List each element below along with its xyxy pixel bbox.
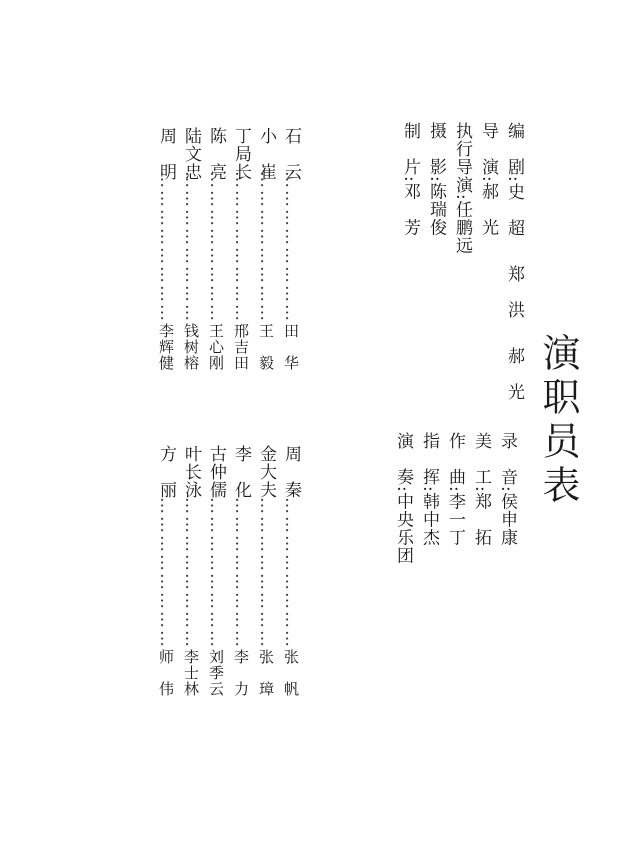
cast-role: 周 明 — [156, 127, 176, 181]
cast-row — [182, 445, 199, 697]
staff-row-producer — [346, 122, 418, 237]
leader-dots: …………………… — [156, 497, 176, 649]
staff-role: 演 奏: — [393, 432, 413, 493]
cast-role: 小 崔 — [256, 127, 276, 181]
cast-row — [282, 127, 299, 371]
cast-actor: 李 力 — [232, 649, 250, 697]
leader-dots: …………………… — [256, 497, 276, 649]
staff-name: 李一丁 — [445, 492, 465, 547]
staff-role: 录 音: — [497, 432, 517, 493]
cast-role: 李 化 — [231, 445, 251, 499]
leader-dots: …………………… — [181, 171, 201, 323]
staff-name: 中央乐团 — [393, 492, 413, 565]
cast-actor: 刘季云 — [207, 649, 225, 697]
leader-dots: …………………… — [281, 497, 301, 649]
leader-dots: …………………… — [256, 171, 276, 323]
cast-role: 古仲儒 — [206, 445, 226, 499]
page-title: 演职员表 — [536, 333, 580, 509]
cast-row — [257, 445, 274, 697]
staff-row-orchestra — [346, 432, 411, 565]
leader-dots: …………………… — [156, 171, 176, 323]
cast-row — [282, 445, 299, 697]
staff-name: 郝 光 — [478, 182, 498, 237]
cast-actor: 李士林 — [182, 649, 200, 697]
staff-name: 陈瑞俊 — [426, 182, 446, 237]
leader-dots: …………………… — [281, 171, 301, 323]
cast-actor: 田 华 — [282, 323, 300, 371]
staff-role: 编 剧: — [504, 122, 524, 183]
staff-name: 史 超 — [504, 182, 524, 237]
cast-role: 周 秦 — [281, 445, 301, 499]
staff-name: 郑 洪 — [504, 264, 524, 319]
staff-role: 摄 影: — [426, 122, 446, 183]
cast-role: 方 丽 — [156, 445, 176, 499]
cast-role: 陈 亮 — [206, 127, 226, 181]
cast-role: 金大夫 — [256, 445, 276, 499]
staff-name: 郑 拓 — [471, 492, 491, 547]
cast-actor: 钱树榕 — [182, 323, 200, 371]
staff-role: 导 演: — [478, 122, 498, 183]
staff-name: 邓 芳 — [400, 182, 420, 237]
staff-name: 郝 光 — [504, 346, 524, 401]
cast-actor: 师 伟 — [157, 649, 175, 697]
cast-row — [157, 127, 174, 371]
cast-row — [207, 127, 224, 371]
cast-actor: 李辉健 — [157, 323, 175, 371]
cast-row — [257, 127, 274, 371]
staff-role: 美 工: — [471, 432, 491, 493]
cast-row — [182, 127, 199, 371]
staff-role: 作 曲: — [445, 432, 465, 493]
staff-role: 指 挥: — [419, 432, 439, 493]
cast-row — [232, 445, 249, 697]
leader-dots: …………………… — [206, 497, 226, 649]
cast-actor: 张 璋 — [257, 649, 275, 697]
cast-row — [232, 127, 249, 371]
leader-dots: …………………… — [181, 497, 201, 649]
staff-role: 执行导演: — [452, 122, 472, 201]
cast-role: 丁局长 — [231, 127, 251, 181]
leader-dots: …………………… — [206, 171, 226, 323]
cast-actor: 王心刚 — [207, 323, 225, 371]
cast-row — [157, 445, 174, 697]
cast-actor: 王 毅 — [257, 323, 275, 371]
cast-actor: 张 帆 — [282, 649, 300, 697]
cast-role: 陆文忠 — [181, 127, 201, 181]
cast-role: 石 云 — [281, 127, 301, 181]
cast-row — [207, 445, 224, 697]
staff-role: 制 片: — [400, 122, 420, 183]
cast-role: 叶长泳 — [181, 445, 201, 499]
cast-actor: 邢吉田 — [232, 323, 250, 371]
staff-name: 任鹏远 — [452, 200, 472, 255]
leader-dots: …………………… — [231, 171, 251, 323]
leader-dots: …………………… — [231, 497, 251, 649]
staff-name: 侯申康 — [497, 492, 517, 547]
staff-name: 韩中杰 — [419, 492, 439, 547]
